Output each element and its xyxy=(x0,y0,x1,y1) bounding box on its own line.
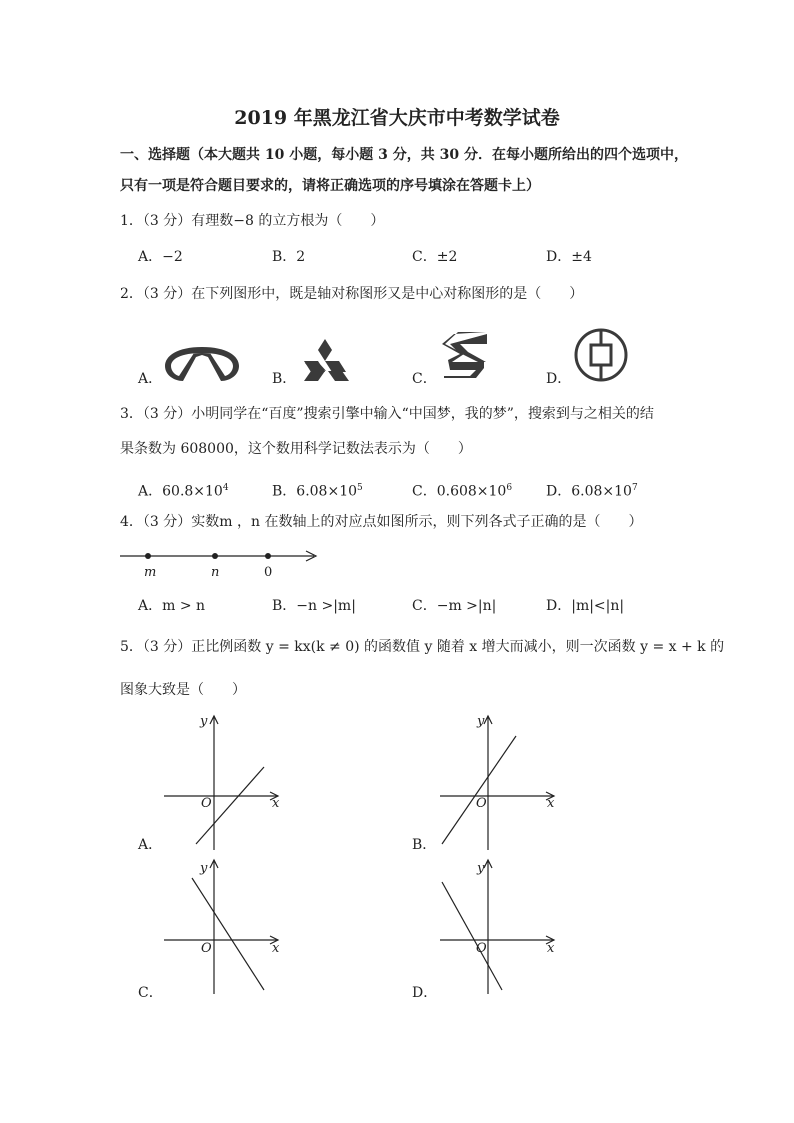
page-title: 2019 年黑龙江省大庆市中考数学试卷 xyxy=(234,107,560,129)
point-n xyxy=(212,553,218,559)
graph-c xyxy=(164,856,286,994)
q5-label-b: B． xyxy=(412,837,437,853)
graph-a-x-label: x xyxy=(272,796,280,811)
graph-a-origin-label: O xyxy=(201,796,212,811)
q1-option-b: B．2 xyxy=(272,249,306,265)
graph-c-origin-label: O xyxy=(201,941,212,956)
axis-label-n: n xyxy=(211,565,220,580)
graph-a xyxy=(164,712,286,850)
ancient-coin-icon xyxy=(573,327,629,383)
graph-d xyxy=(440,856,562,994)
section-heading-line2: 只有一项是符合题目要求的，请将正确选项的序号填涂在答题卡上） xyxy=(120,178,540,194)
point-zero xyxy=(265,553,271,559)
axis-label-m: m xyxy=(144,565,157,580)
q1-option-c: C．±2 xyxy=(412,249,458,265)
section-heading-line1: 一、选择题（本大题共 10 小题，每小题 3 分，共 30 分．在每小题所给出的四个选项中， xyxy=(120,147,688,163)
question-3-text-line1: 3．（3 分）小明同学在“百度”搜索引擎中输入“中国梦，我的梦”，搜索到与之相关的结 xyxy=(120,406,654,422)
question-3-text-line2: 果条数为 608000，这个数用科学记数法表示为（ ） xyxy=(120,441,472,457)
q3-option-b: B．$6.08\times 10^5$ xyxy=(272,483,363,500)
graph-c-x-label: x xyxy=(272,941,280,956)
q4-option-b: B．−n >|m| xyxy=(272,598,356,614)
q3-option-d: D．$6.08\times 10^7$ xyxy=(546,483,638,500)
graph-b-x-label: x xyxy=(547,796,555,811)
axis-label-zero: 0 xyxy=(264,565,273,580)
q2-label-c: C． xyxy=(412,371,437,387)
question-5-text-line1: 5．（3 分）正比例函数 y = kx(k ≠ 0) 的函数值 y 随着 x 增大而减小，则一次函数 y = x + k 的 xyxy=(120,639,725,655)
graph-b-y-label: y xyxy=(477,714,485,729)
q4-option-a: A．m > n xyxy=(138,598,206,614)
q5-label-d: D． xyxy=(412,985,438,1001)
q5-label-a: A． xyxy=(138,837,163,853)
mitsubishi-logo-icon xyxy=(299,338,351,382)
q2-label-d: D． xyxy=(546,371,572,387)
q2-label-a: A． xyxy=(138,371,163,387)
graph-d-x-label: x xyxy=(547,941,555,956)
graph-b-origin-label: O xyxy=(476,796,487,811)
question-1-text: 1．（3 分）有理数−8 的立方根为（ ） xyxy=(120,213,385,229)
question-5-text-line2: 图象大致是（ ） xyxy=(120,682,246,698)
q3-option-c: C．$0.608\times 10^6$ xyxy=(412,483,513,500)
q2-label-b: B． xyxy=(272,371,297,387)
q5-label-c: C． xyxy=(138,985,163,1001)
q3-option-a: A．$60.8\times 10^4$ xyxy=(138,483,229,500)
graph-a-y-label: y xyxy=(200,714,208,729)
infiniti-logo-icon xyxy=(163,344,241,384)
point-m xyxy=(145,553,151,559)
graph-b xyxy=(440,712,562,850)
q4-option-d: D．|m|<|n| xyxy=(546,598,625,614)
question-4-text: 4．（3 分）实数m ，n 在数轴上的对应点如图所示，则下列各式子正确的是（ ） xyxy=(120,514,643,530)
q1-option-a: A．−2 xyxy=(138,249,183,265)
q1-option-d: D．±4 xyxy=(546,249,592,265)
graph-d-y-label: y xyxy=(477,861,485,876)
question-2-text: 2．（3 分）在下列图形中，既是轴对称图形又是中心对称图形的是（ ） xyxy=(120,286,584,302)
graph-c-y-label: y xyxy=(200,861,208,876)
graph-d-origin-label: O xyxy=(476,941,487,956)
suzuki-logo-icon xyxy=(440,330,490,380)
q4-option-c: C．−m >|n| xyxy=(412,598,497,614)
